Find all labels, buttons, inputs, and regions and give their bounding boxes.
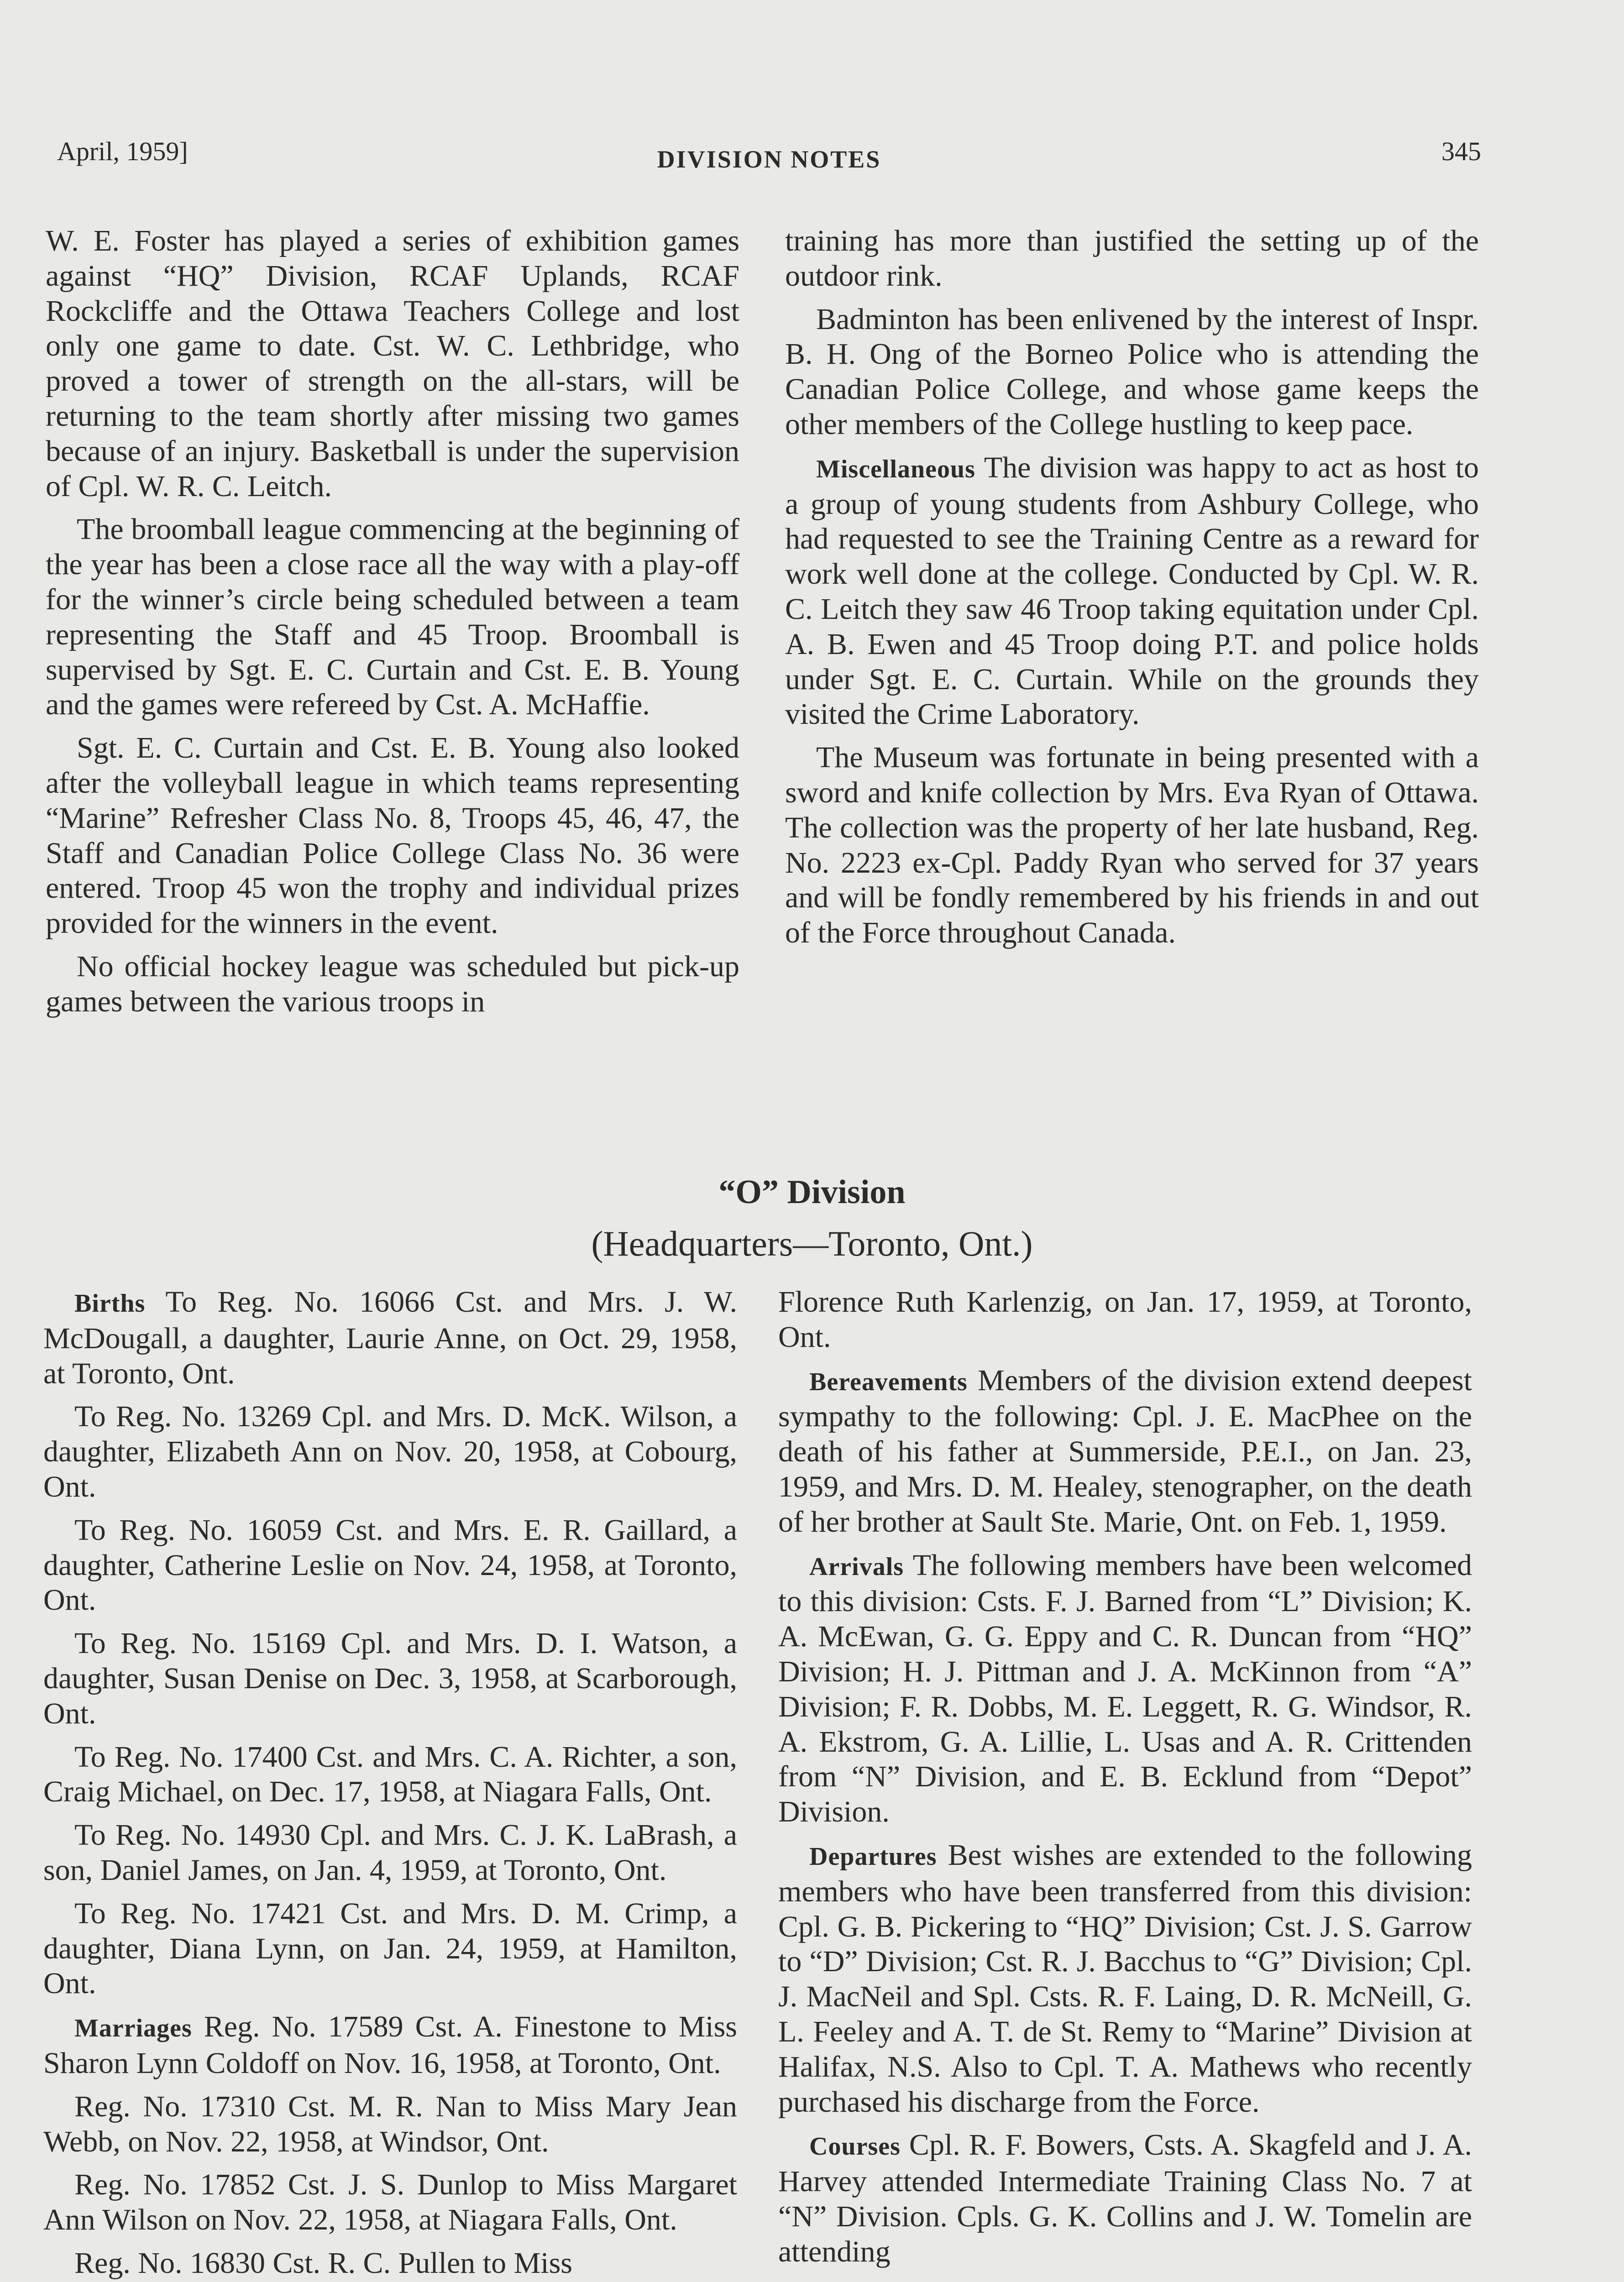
section-lead: Births [74, 1289, 146, 1318]
paragraph: To Reg. No. 15169 Cpl. and Mrs. D. I. Watson, a daughter, Susan Denise on Dec. 3, 1958, at Scarborough, Ont. [43, 1627, 737, 1730]
arrivals-paragraph [778, 1548, 1472, 1830]
paragraph: Sgt. E. C. Curtain and Cst. E. B. Young also looked after the volleyball league in which teams representing “Marine” Refresher Class No. 8, Troops 45, 46, 47, the Staff and Canadian Police College Class No. 36 were entered. Troop 45 won the trophy and individual prizes provided for the winners in the event. [46, 731, 739, 940]
paragraph: To Reg. No. 14930 Cpl. and Mrs. C. J. K. LaBrash, a son, Daniel James, on Jan. 4, 1959, at Toronto, Ont. [43, 1818, 737, 1887]
paragraph: Reg. No. 17310 Cst. M. R. Nan to Miss Mary Jean Webb, on Nov. 22, 1958, at Windsor, Ont. [43, 2089, 737, 2158]
paragraph: Reg. No. 16830 Cst. R. C. Pullen to Miss [74, 2246, 572, 2280]
section-title: “O” Division [718, 1173, 906, 1211]
paragraph: To Reg. No. 13269 Cpl. and Mrs. D. McK. Wilson, a daughter, Elizabeth Ann on Nov. 20, 1958, at Cobourg, Ont. [43, 1400, 737, 1503]
section-lead: Miscellaneous [816, 455, 975, 483]
paragraph: The broomball league commencing at the beginning of the year has been a close race all the way with a play-off for the winner’s circle being scheduled between a team representing the Staff and 45 Troop. Broomball is supervised by Sgt. E. C. Curtain and Cst. E. B. Young and the games were refereed by Cst. A. McHaffie. [46, 513, 739, 722]
paragraph: W. E. Foster has played a series of exhibition games against “HQ” Division, RCAF Uplands, RCAF Rockcliffe and the Ottawa Teachers College and lost only one game to date. Cst. W. C. Lethbridge, who proved a tower of strength on the all-stars, will be returning to the team shortly after missing two games because of an injury. Basketball is under the supervision of Cpl. W. R. C. Leitch. [46, 224, 739, 503]
paragraph: No official hockey league was scheduled but pick-up games between the various troops in [46, 949, 739, 1018]
paragraph: To Reg. No. 17400 Cst. and Mrs. C. A. Richter, a son, Craig Michael, on Dec. 17, 1958, at Niagara Falls, Ont. [43, 1740, 737, 1809]
courses-paragraph [778, 2128, 1472, 2269]
paragraph-text: Cpl. R. F. Bowers, Csts. A. Skagfeld and J. A. Harvey attended Intermediate Training Class No. 7 at “N” Division. Cpls. G. K. Collins and J. W. Tomelin are attending [778, 2128, 1472, 2268]
departures-paragraph [778, 1838, 1472, 2120]
issue-date: April, 1959] [57, 136, 188, 166]
paragraph-text: To Reg. No. 16066 Cst. and Mrs. J. W. McDougall, a daughter, Laurie Anne, on Oct. 29, 1958, at Toronto, Ont. [43, 1285, 737, 1390]
births-paragraph [43, 1285, 737, 1391]
top-right-column [785, 224, 1479, 959]
paragraph-text: The division was happy to act as host to a group of young students from Ashbury College, who had requested to see the Training Centre as a reward for work well done at the college. Conducted by Cpl. W. R. C. Leitch they saw 46 Troop taking equitation under Cpl. A. B. Ewen and 45 Troop doing P.T. and police holds under Sgt. E. C. Curtain. While on the grounds they visited the Crime Laboratory. [785, 450, 1479, 731]
miscellaneous-paragraph [785, 450, 1479, 732]
paragraph: The Museum was fortunate in being presented with a sword and knife collection by Mrs. Eva Ryan of Ottawa. The collection was the property of her late husband, Reg. No. 2223 ex-Cpl. Paddy Ryan who served for 37 years and will be fondly remembered by his friends in and out of the Force throughout Canada. [785, 741, 1479, 950]
section-lead: Courses [809, 2132, 901, 2161]
paragraph: To Reg. No. 16059 Cst. and Mrs. E. R. Gaillard, a daughter, Catherine Leslie on Nov. 24, 1958, at Toronto, Ont. [43, 1513, 737, 1617]
paragraph-text: Members of the division extend deepest sympathy to the following: Cpl. J. E. MacPhee on the death of his father at Summerside, P.E.I., on Jan. 23, 1959, and Mrs. D. M. Healey, stenographer, on the death of her brother at Sault Ste. Marie, Ont. on Feb. 1, 1959. [778, 1363, 1472, 1539]
bottom-left-column [43, 1285, 737, 2282]
section-lead: Marriages [74, 2014, 192, 2043]
paragraph: training has more than justified the setting up of the outdoor rink. [785, 224, 1479, 293]
paragraph-text: The following members have been welcomed to this division: Csts. F. J. Barned from “L” Division; K. A. McEwan, G. G. Eppy and C. R. Duncan from “HQ” Division; H. J. Pittman and J. A. McKinnon from “A” Division; F. R. Dobbs, M. E. Leggett, R. G. Windsor, R. A. Ekstrom, G. A. Lillie, L. Usas and A. R. Crittenden from “N” Division, and E. B. Ecklund from “Depot” Division. [778, 1548, 1472, 1829]
page-header [57, 136, 1481, 177]
bereavements-paragraph [778, 1363, 1472, 1540]
bottom-right-column [778, 1285, 1472, 2278]
marriages-paragraph [43, 2010, 737, 2081]
paragraph-text: Best wishes are extended to the following members who have been transferred from this division: Cpl. G. B. Pickering to “HQ” Division; Cst. J. S. Garrow to “D” Division; Cst. R. J. Bacchus to “G” Division; Cpl. J. MacNeil and Spl. Csts. R. F. Laing, D. R. McNeill, G. L. Feeley and A. T. de St. Remy to “Marine” Division at Halifax, N.S. Also to Cpl. T. A. Mathews who recently purchased his discharge from the Force. [778, 1838, 1472, 2119]
paragraph-text: Reg. No. 17589 Cst. A. Finestone to Miss Sharon Lynn Coldoff on Nov. 16, 1958, at Toronto, Ont. [43, 2010, 737, 2080]
paragraph: Badminton has been enlivened by the interest of Inspr. B. H. Ong of the Borneo Police who is attending the Canadian Police College, and whose game keeps the other members of the College hustling to keep pace. [785, 302, 1479, 441]
section-lead: Arrivals [809, 1552, 904, 1581]
paragraph: Florence Ruth Karlenzig, on Jan. 17, 1959, at Toronto, Ont. [778, 1285, 1472, 1354]
running-title: DIVISION NOTES [657, 146, 881, 173]
top-left-column [46, 224, 739, 1028]
section-subtitle: (Headquarters—Toronto, Ont.) [591, 1224, 1033, 1263]
paragraph: Reg. No. 17852 Cst. J. S. Dunlop to Miss Margaret Ann Wilson on Nov. 22, 1958, at Niagara Falls, Ont. [43, 2168, 737, 2237]
section-lead: Departures [809, 1842, 937, 1871]
section-lead: Bereavements [809, 1367, 968, 1396]
page-number: 345 [1441, 136, 1481, 166]
paragraph: To Reg. No. 17421 Cst. and Mrs. D. M. Crimp, a daughter, Diana Lynn, on Jan. 24, 1959, at Hamilton, Ont. [43, 1896, 737, 2000]
